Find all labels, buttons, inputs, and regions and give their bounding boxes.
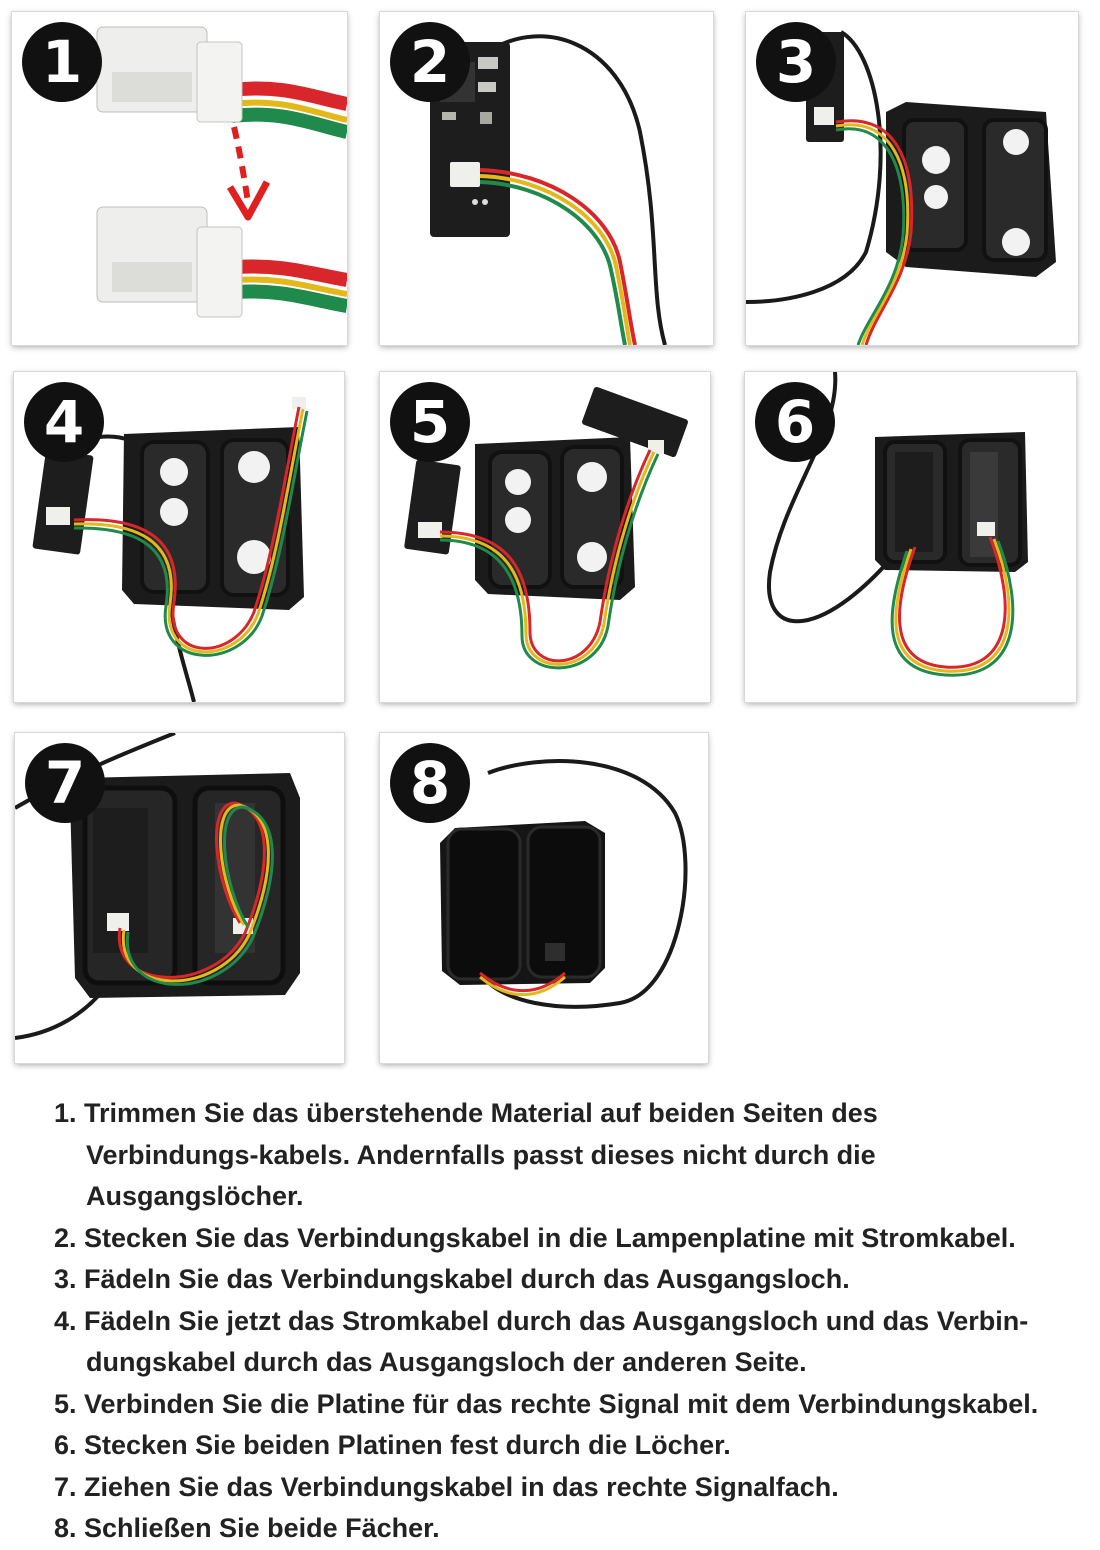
step-7-photo [15, 733, 344, 1063]
step-number-badge: 4 [24, 382, 104, 462]
lower-connector [97, 207, 242, 317]
board-connector [450, 162, 480, 187]
step-number-badge: 2 [390, 22, 470, 102]
step-3-photo [746, 12, 1078, 345]
housing [440, 821, 605, 985]
housing [475, 437, 635, 600]
step-6-photo [745, 372, 1076, 702]
step-2-photo [380, 12, 713, 345]
step-text-2: 2. Stecken Sie das Verbindungskabel in die Lampenplatine mit Stromkabel. [54, 1222, 1016, 1253]
step-number-badge: 6 [755, 382, 835, 462]
step-text-1: 1. Trimmen Sie das überstehende Material auf beiden Seiten des Verbindungs-kabels. Andernfalls passt dieses nicht durch die Ausgangslöcher. [54, 1098, 878, 1211]
step-8-photo [380, 733, 708, 1063]
housing [875, 432, 1028, 572]
upper-connector [97, 27, 242, 122]
lower-cable [237, 266, 347, 306]
step-5-photo [380, 372, 710, 702]
upper-cable [232, 88, 347, 132]
step-number-badge: 8 [390, 743, 470, 823]
step-number-badge: 3 [756, 22, 836, 102]
step-text-6: 6. Stecken Sie beiden Platinen fest durch die Löcher. [54, 1430, 731, 1460]
step-number-badge: 1 [22, 22, 102, 102]
step-number-badge: 7 [25, 743, 105, 823]
step-text-7: 7. Ziehen Sie das Verbindungskabel in das rechte Signalfach. [54, 1471, 839, 1502]
step-text-8: 8. Schließen Sie beide Fächer. [54, 1513, 440, 1543]
step-text-3: 3. Fädeln Sie das Verbindungskabel durch das Ausgangsloch. [54, 1264, 850, 1294]
step-4-photo [14, 372, 344, 702]
trim-arrow-icon [230, 127, 267, 217]
step-text-4: 4. Fädeln Sie jetzt das Stromkabel durch das Ausgangsloch und das Verbin-dungskabel durch das Ausgangsloch der anderen Seite. [54, 1305, 1029, 1377]
step-1-photo [12, 12, 347, 345]
instruction-steps [54, 1093, 1054, 1550]
step-text-5: 5. Verbinden Sie die Platine für das rechte Signal mit dem Verbindungskabel. [54, 1388, 1039, 1419]
step-number-badge: 5 [390, 382, 470, 462]
